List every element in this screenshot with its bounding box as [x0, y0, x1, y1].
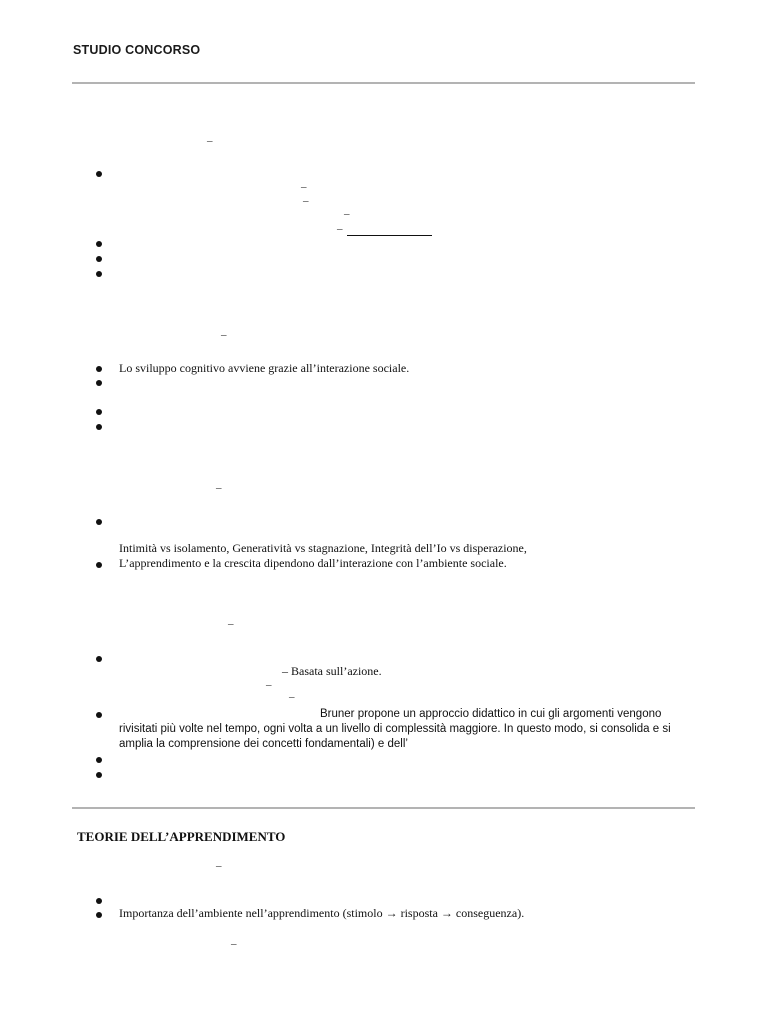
dash-mark: – — [266, 679, 272, 691]
list-item-text: – Basata sull’azione. — [282, 664, 382, 678]
dash-mark: – — [207, 135, 213, 147]
document-header-title: STUDIO CONCORSO — [73, 43, 201, 57]
list-bullet — [96, 424, 102, 430]
dash-mark: – — [228, 618, 234, 630]
list-bullet — [96, 712, 102, 718]
list-bullet — [96, 898, 102, 904]
list-bullet — [96, 656, 102, 662]
list-bullet — [96, 171, 102, 177]
list-item-text: Importanza dell’ambiente nell’apprendimento (stimolo → risposta → conseguenza). — [119, 906, 525, 920]
dash-mark: – — [231, 938, 237, 950]
dash-mark: – — [344, 208, 350, 220]
dash-mark: – — [221, 329, 227, 341]
dash-mark: – — [216, 860, 222, 872]
dash-mark: – — [289, 691, 295, 703]
list-bullet — [96, 409, 102, 415]
list-bullet — [96, 366, 102, 372]
dash-mark: – — [216, 482, 222, 494]
list-bullet — [96, 380, 102, 386]
header-divider — [72, 82, 695, 84]
list-item-text: Lo sviluppo cognitivo avviene grazie all’interazione sociale. — [119, 361, 410, 375]
list-bullet — [96, 519, 102, 525]
dash-mark: – — [301, 181, 307, 193]
list-bullet — [96, 271, 102, 277]
dash-mark: – — [337, 223, 343, 235]
list-bullet — [96, 256, 102, 262]
dash-mark: – — [303, 195, 309, 207]
list-bullet — [96, 772, 102, 778]
list-bullet — [96, 912, 102, 918]
list-bullet — [96, 241, 102, 247]
list-item-text: L’apprendimento e la crescita dipendono dall’interazione con l’ambiente sociale. — [119, 556, 507, 570]
section-title: TEORIE DELL’APPRENDIMENTO — [77, 829, 286, 844]
underline-mark — [347, 235, 432, 236]
section-divider — [72, 807, 695, 809]
list-bullet — [96, 562, 102, 568]
list-bullet — [96, 757, 102, 763]
list-item-paragraph: Bruner propone un approccio didattico in cui gli argomenti vengono rivisitati più volte nel tempo, ogni volta a un livello di complessità maggiore. In questo modo, si consolida e si amplia la comprensione dei concetti fondamentali) e dell’ — [119, 708, 671, 750]
list-item-text: Intimità vs isolamento, Generatività vs stagnazione, Integrità dell’Io vs disperazione, — [119, 541, 527, 555]
